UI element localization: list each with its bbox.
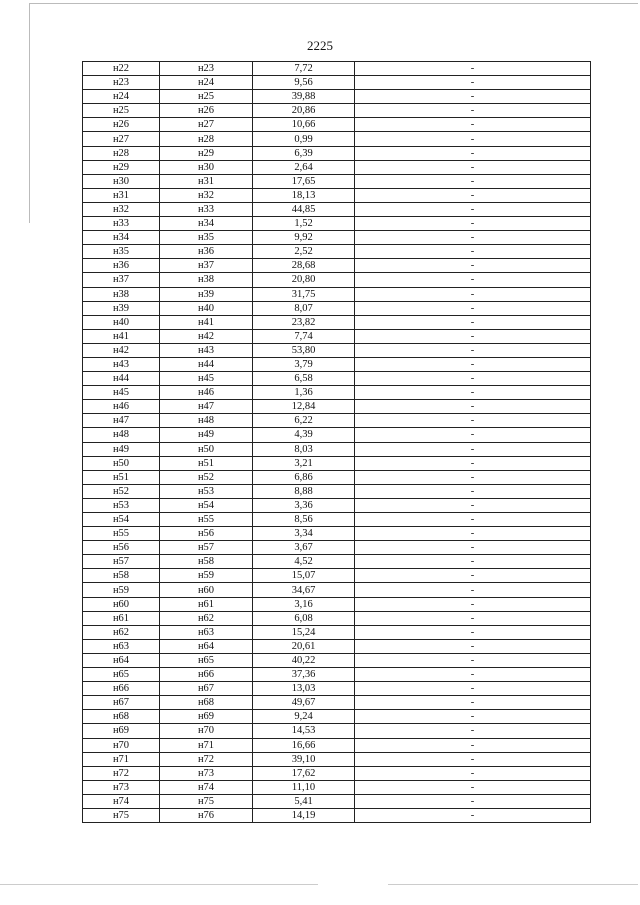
from-point-cell: н69 [83,724,160,738]
from-point-cell: н42 [83,343,160,357]
note-cell: - [355,343,591,357]
to-point-cell: н46 [160,386,253,400]
to-point-cell: н40 [160,301,253,315]
from-point-cell: н48 [83,428,160,442]
note-cell: - [355,372,591,386]
table-row [83,541,591,555]
from-point-cell: н29 [83,160,160,174]
table-row [83,118,591,132]
page-number: 2225 [307,38,333,53]
table-row [83,611,591,625]
length-cell: 23,82 [253,315,355,329]
length-cell: 39,10 [253,752,355,766]
length-cell: 3,67 [253,541,355,555]
from-point-cell: н25 [83,104,160,118]
length-cell: 53,80 [253,343,355,357]
table-row [83,569,591,583]
table-row [83,625,591,639]
from-point-cell: н26 [83,118,160,132]
length-cell: 28,68 [253,259,355,273]
from-point-cell: н32 [83,202,160,216]
table-row [83,287,591,301]
to-point-cell: н28 [160,132,253,146]
table-row [83,259,591,273]
to-point-cell: н26 [160,104,253,118]
length-cell: 9,24 [253,710,355,724]
length-cell: 14,53 [253,724,355,738]
to-point-cell: н45 [160,372,253,386]
table-row [83,301,591,315]
length-cell: 11,10 [253,780,355,794]
from-point-cell: н36 [83,259,160,273]
from-point-cell: н60 [83,597,160,611]
length-cell: 8,56 [253,513,355,527]
from-point-cell: н22 [83,62,160,76]
table-row [83,597,591,611]
table-row [83,217,591,231]
length-cell: 3,21 [253,456,355,470]
from-point-cell: н46 [83,400,160,414]
length-cell: 1,52 [253,217,355,231]
to-point-cell: н64 [160,639,253,653]
length-cell: 10,66 [253,118,355,132]
table-row [83,527,591,541]
from-point-cell: н56 [83,541,160,555]
from-point-cell: н41 [83,329,160,343]
note-cell: - [355,76,591,90]
length-cell: 7,74 [253,329,355,343]
to-point-cell: н29 [160,146,253,160]
length-cell: 6,58 [253,372,355,386]
length-cell: 17,62 [253,766,355,780]
page-edge-left [29,3,30,223]
note-cell: - [355,315,591,329]
note-cell: - [355,527,591,541]
to-point-cell: н61 [160,597,253,611]
note-cell: - [355,132,591,146]
note-cell: - [355,611,591,625]
table-row [83,146,591,160]
to-point-cell: н37 [160,259,253,273]
note-cell: - [355,442,591,456]
table-row [83,76,591,90]
to-point-cell: н44 [160,357,253,371]
table-row [83,555,591,569]
to-point-cell: н50 [160,442,253,456]
note-cell: - [355,597,591,611]
from-point-cell: н27 [83,132,160,146]
note-cell: - [355,794,591,808]
length-cell: 20,80 [253,273,355,287]
bottom-rule-right [388,884,638,885]
from-point-cell: н54 [83,513,160,527]
length-cell: 8,88 [253,484,355,498]
from-point-cell: н51 [83,470,160,484]
to-point-cell: н53 [160,484,253,498]
length-cell: 9,92 [253,231,355,245]
table-row [83,513,591,527]
table-row [83,174,591,188]
table-row [83,372,591,386]
length-cell: 15,24 [253,625,355,639]
table-row [83,245,591,259]
table-row [83,470,591,484]
from-point-cell: н65 [83,668,160,682]
length-cell: 14,19 [253,808,355,822]
from-point-cell: н66 [83,682,160,696]
table-row [83,780,591,794]
note-cell: - [355,287,591,301]
to-point-cell: н60 [160,583,253,597]
note-cell: - [355,569,591,583]
length-cell: 7,72 [253,62,355,76]
table-row [83,724,591,738]
to-point-cell: н27 [160,118,253,132]
to-point-cell: н30 [160,160,253,174]
to-point-cell: н70 [160,724,253,738]
from-point-cell: н58 [83,569,160,583]
to-point-cell: н32 [160,188,253,202]
from-point-cell: н52 [83,484,160,498]
from-point-cell: н59 [83,583,160,597]
from-point-cell: н45 [83,386,160,400]
to-point-cell: н25 [160,90,253,104]
note-cell: - [355,188,591,202]
note-cell: - [355,414,591,428]
length-cell: 31,75 [253,287,355,301]
to-point-cell: н24 [160,76,253,90]
from-point-cell: н70 [83,738,160,752]
note-cell: - [355,541,591,555]
table-row [83,62,591,76]
to-point-cell: н43 [160,343,253,357]
length-cell: 4,52 [253,555,355,569]
table-row [83,428,591,442]
table-row [83,442,591,456]
from-point-cell: н50 [83,456,160,470]
boundary-points-table [82,61,591,823]
table-row [83,639,591,653]
table-row [83,386,591,400]
table-row [83,160,591,174]
table-row [83,583,591,597]
from-point-cell: н39 [83,301,160,315]
from-point-cell: н43 [83,357,160,371]
note-cell: - [355,160,591,174]
from-point-cell: н57 [83,555,160,569]
from-point-cell: н35 [83,245,160,259]
table-row [83,231,591,245]
from-point-cell: н62 [83,625,160,639]
note-cell: - [355,625,591,639]
note-cell: - [355,202,591,216]
note-cell: - [355,724,591,738]
from-point-cell: н49 [83,442,160,456]
length-cell: 6,08 [253,611,355,625]
table-row [83,794,591,808]
length-cell: 2,64 [253,160,355,174]
table-row [83,653,591,667]
from-point-cell: н28 [83,146,160,160]
note-cell: - [355,639,591,653]
to-point-cell: н72 [160,752,253,766]
length-cell: 3,16 [253,597,355,611]
from-point-cell: н47 [83,414,160,428]
length-cell: 6,86 [253,470,355,484]
to-point-cell: н75 [160,794,253,808]
to-point-cell: н23 [160,62,253,76]
to-point-cell: н65 [160,653,253,667]
note-cell: - [355,738,591,752]
to-point-cell: н76 [160,808,253,822]
table-row [83,710,591,724]
length-cell: 13,03 [253,682,355,696]
note-cell: - [355,653,591,667]
from-point-cell: н30 [83,174,160,188]
length-cell: 3,36 [253,498,355,512]
table-row [83,273,591,287]
note-cell: - [355,696,591,710]
length-cell: 3,34 [253,527,355,541]
length-cell: 9,56 [253,76,355,90]
note-cell: - [355,470,591,484]
to-point-cell: н63 [160,625,253,639]
note-cell: - [355,104,591,118]
note-cell: - [355,710,591,724]
length-cell: 8,03 [253,442,355,456]
length-cell: 49,67 [253,696,355,710]
note-cell: - [355,668,591,682]
from-point-cell: н34 [83,231,160,245]
length-cell: 4,39 [253,428,355,442]
length-cell: 39,88 [253,90,355,104]
from-point-cell: н72 [83,766,160,780]
length-cell: 8,07 [253,301,355,315]
note-cell: - [355,259,591,273]
table-row [83,682,591,696]
to-point-cell: н74 [160,780,253,794]
length-cell: 20,61 [253,639,355,653]
table-row [83,329,591,343]
from-point-cell: н71 [83,752,160,766]
to-point-cell: н69 [160,710,253,724]
note-cell: - [355,498,591,512]
table-row [83,357,591,371]
from-point-cell: н63 [83,639,160,653]
note-cell: - [355,682,591,696]
to-point-cell: н71 [160,738,253,752]
table-row [83,738,591,752]
table-row [83,104,591,118]
from-point-cell: н24 [83,90,160,104]
to-point-cell: н52 [160,470,253,484]
note-cell: - [355,301,591,315]
from-point-cell: н23 [83,76,160,90]
to-point-cell: н51 [160,456,253,470]
length-cell: 1,36 [253,386,355,400]
to-point-cell: н62 [160,611,253,625]
table-row [83,343,591,357]
to-point-cell: н55 [160,513,253,527]
to-point-cell: н56 [160,527,253,541]
length-cell: 18,13 [253,188,355,202]
length-cell: 34,67 [253,583,355,597]
from-point-cell: н74 [83,794,160,808]
to-point-cell: н33 [160,202,253,216]
from-point-cell: н75 [83,808,160,822]
to-point-cell: н68 [160,696,253,710]
to-point-cell: н59 [160,569,253,583]
table-row [83,202,591,216]
length-cell: 44,85 [253,202,355,216]
note-cell: - [355,90,591,104]
to-point-cell: н48 [160,414,253,428]
table-row [83,90,591,104]
note-cell: - [355,231,591,245]
from-point-cell: н37 [83,273,160,287]
table-row [83,414,591,428]
note-cell: - [355,583,591,597]
table-row [83,188,591,202]
note-cell: - [355,118,591,132]
note-cell: - [355,780,591,794]
note-cell: - [355,62,591,76]
note-cell: - [355,174,591,188]
length-cell: 20,86 [253,104,355,118]
note-cell: - [355,329,591,343]
table-row [83,498,591,512]
to-point-cell: н39 [160,287,253,301]
to-point-cell: н58 [160,555,253,569]
length-cell: 0,99 [253,132,355,146]
to-point-cell: н41 [160,315,253,329]
from-point-cell: н68 [83,710,160,724]
from-point-cell: н53 [83,498,160,512]
from-point-cell: н61 [83,611,160,625]
from-point-cell: н40 [83,315,160,329]
table-row [83,808,591,822]
table-row [83,668,591,682]
table-row [83,752,591,766]
from-point-cell: н67 [83,696,160,710]
from-point-cell: н31 [83,188,160,202]
note-cell: - [355,400,591,414]
to-point-cell: н36 [160,245,253,259]
note-cell: - [355,357,591,371]
to-point-cell: н34 [160,217,253,231]
table-row [83,696,591,710]
length-cell: 40,22 [253,653,355,667]
from-point-cell: н55 [83,527,160,541]
to-point-cell: н73 [160,766,253,780]
to-point-cell: н57 [160,541,253,555]
note-cell: - [355,766,591,780]
to-point-cell: н35 [160,231,253,245]
table-row [83,132,591,146]
length-cell: 37,36 [253,668,355,682]
length-cell: 3,79 [253,357,355,371]
to-point-cell: н42 [160,329,253,343]
to-point-cell: н66 [160,668,253,682]
note-cell: - [355,808,591,822]
note-cell: - [355,146,591,160]
from-point-cell: н33 [83,217,160,231]
note-cell: - [355,513,591,527]
length-cell: 12,84 [253,400,355,414]
length-cell: 6,22 [253,414,355,428]
to-point-cell: н54 [160,498,253,512]
length-cell: 6,39 [253,146,355,160]
table-body [83,62,591,823]
from-point-cell: н44 [83,372,160,386]
to-point-cell: н31 [160,174,253,188]
note-cell: - [355,484,591,498]
length-cell: 5,41 [253,794,355,808]
to-point-cell: н49 [160,428,253,442]
note-cell: - [355,555,591,569]
from-point-cell: н73 [83,780,160,794]
note-cell: - [355,273,591,287]
note-cell: - [355,456,591,470]
to-point-cell: н38 [160,273,253,287]
note-cell: - [355,428,591,442]
table-row [83,766,591,780]
to-point-cell: н47 [160,400,253,414]
note-cell: - [355,217,591,231]
table-row [83,400,591,414]
note-cell: - [355,386,591,400]
length-cell: 17,65 [253,174,355,188]
from-point-cell: н64 [83,653,160,667]
page-edge-top [30,3,638,4]
length-cell: 16,66 [253,738,355,752]
table-row [83,484,591,498]
length-cell: 15,07 [253,569,355,583]
length-cell: 2,52 [253,245,355,259]
from-point-cell: н38 [83,287,160,301]
bottom-rule-left [0,884,318,885]
to-point-cell: н67 [160,682,253,696]
note-cell: - [355,245,591,259]
table-row [83,315,591,329]
note-cell: - [355,752,591,766]
table-row [83,456,591,470]
